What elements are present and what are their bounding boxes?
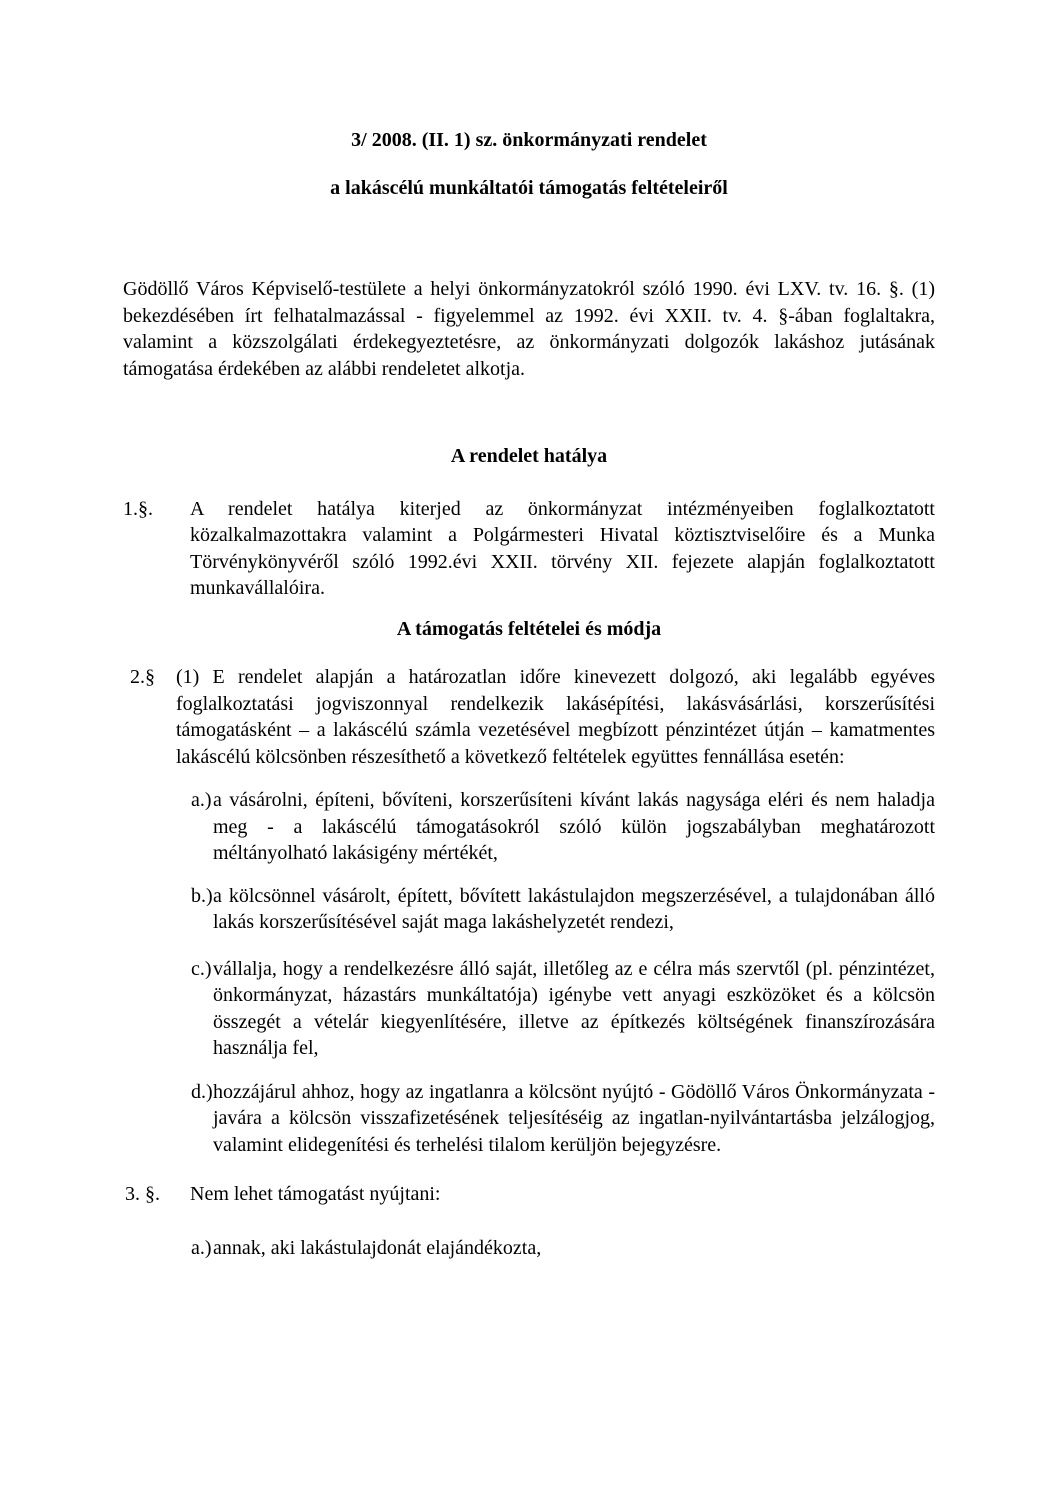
clause-1	[123, 496, 935, 602]
list-item-2d	[191, 1079, 935, 1159]
clause-1-text: A rendelet hatálya kiterjed az önkormányzat intézményeiben foglalkoztatott közalkalmazottakra valamint a Polgármesteri Hivatal köztisztviselőire és a Munka Törvénykönyvéről szóló 1992.évi XXII. törvény XII. fejezete alapján foglalkoztatott munkavállalóira.	[190, 497, 935, 599]
list-item-2c-text: vállalja, hogy a rendelkezésre álló saját, illetőleg az e célra más szervtől (pl. pénzintézet, önkormányzat, házastárs munkáltatója) igénybe vett anyagi eszközöket és a kölcsön összegét a vételár kiegyenlítésére, illetve az építkezés költségének finanszírozására használja fel,	[213, 957, 935, 1059]
list-item-3a-marker: a.)	[191, 1236, 212, 1259]
list-item-2d-text: hozzájárul ahhoz, hogy az ingatlanra a kölcsönt nyújtó - Gödöllő Város Önkormányzata - javára a kölcsön visszafizetésének teljesítéséig az ingatlan-nyilvántartásba jelzálogjog, valamint elidegenítési és terhelési tilalom kerüljön bejegyzésre.	[213, 1080, 935, 1156]
clause-3-marker: 3. §.	[125, 1183, 160, 1205]
document-title: 3/ 2008. (II. 1) sz. önkormányzati rendelet	[351, 129, 707, 151]
clause-2-text: (1) E rendelet alapján a határozatlan időre kinevezett dolgozó, aki legalább egyéves foglalkoztatási jogviszonnyal rendelkezik lakásépítési, lakásvásárlási, korszerűsítési támogatásként – a lakáscélú számla vezetésével megbízott pénzintézet útján – kamatmentes lakáscélú kölcsönben részesíthető a következő feltételek együttes fennállása esetén:	[176, 666, 935, 768]
clause-2	[123, 664, 935, 770]
list-item-2d-marker: d.)	[191, 1080, 213, 1103]
list-item-2b-text: a kölcsönnel vásárolt, épített, bővített lakástulajdon megszerzésével, a tulajdonában álló lakás korszerűsítésével saját maga lakáshelyzetét rendezi,	[213, 884, 935, 933]
section-heading-conditions: A támogatás feltételei és módja	[396, 617, 662, 640]
preamble-paragraph: Gödöllő Város Képviselő-testülete a helyi önkormányzatokról szóló 1990. évi LXV. tv. 16. §. (1) bekezdésében írt felhatalmazással - figyelemmel az 1992. évi XXII. tv. 4. §-ában foglaltakra, valamint a közszolgálati érdekegyeztetésre, az önkormányzati dolgozók lakáshoz jutásának támogatása érdekében az alábbi rendeletet alkotja.	[123, 278, 935, 380]
document-subtitle: a lakáscélú munkáltatói támogatás feltételeiről	[330, 176, 728, 199]
list-item-3a-text: annak, aki lakástulajdonát elajándékozta,	[213, 1236, 542, 1259]
list-item-2c-marker: c.)	[191, 957, 212, 980]
clause-1-marker: 1.§.	[123, 497, 153, 520]
clause-2-marker: 2.§	[130, 666, 155, 688]
list-item-2a	[191, 787, 935, 867]
list-item-2b	[191, 883, 935, 936]
list-item-2b-marker: b.)	[191, 884, 213, 907]
list-item-2a-marker: a.)	[191, 789, 212, 811]
clause-3-text: Nem lehet támogatást nyújtani:	[190, 1183, 441, 1205]
list-item-2c	[191, 956, 935, 1062]
clause-3	[123, 1181, 935, 1208]
section-heading-scope: A rendelet hatálya	[450, 445, 608, 467]
list-item-2a-text: a vásárolni, építeni, bővíteni, korszerűsíteni kívánt lakás nagysága eléri és nem haladja meg - a lakáscélú támogatásokról szóló külön jogszabályban meghatározott méltányolható lakásigény mértékét,	[213, 789, 935, 864]
list-item-3a	[191, 1235, 935, 1262]
